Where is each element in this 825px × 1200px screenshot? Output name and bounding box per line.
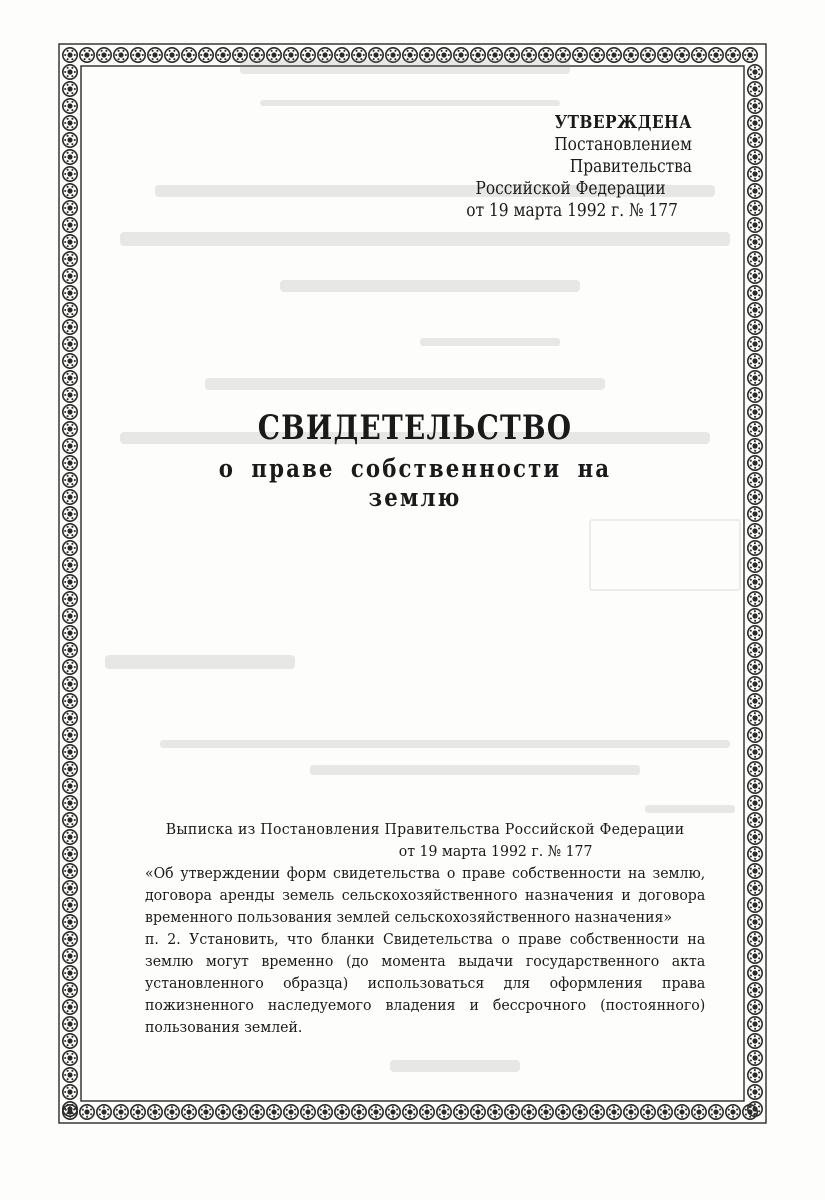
excerpt-decree-title: «Об утверждении форм свидетельства о праве собственности на землю, договора аренды земель сельскохозяйственного назначения и договора временного пользования землей сельскохозяйственного назначения» [145, 864, 706, 926]
approval-line-1: Постановлением Правительства [554, 135, 692, 177]
approval-line-2: Российской Федерации [475, 179, 666, 199]
approval-heading: УТВЕРЖДЕНА [554, 113, 692, 133]
decree-excerpt [145, 818, 705, 1038]
excerpt-date: от 19 марта 1992 г. № 177 [398, 842, 593, 860]
excerpt-heading: Выписка из Постановления Правительства Российской Федерации [165, 820, 685, 838]
title-subtitle: о праве собственности на землю [218, 454, 612, 512]
excerpt-clause: п. 2. Установить, что бланки Свидетельства о праве собственности на землю могут временно (до момента выдачи государственного акта установленного образца) использоваться для оформления права пожизненного наследуемого владения и бессрочного (постоянного) пользования землей. [145, 930, 706, 1036]
certificate-title [120, 408, 710, 512]
approval-block [428, 112, 692, 222]
approval-line-3: от 19 марта 1992 г. № 177 [466, 201, 678, 221]
title-main: СВИДЕТЕЛЬСТВО [257, 408, 573, 448]
